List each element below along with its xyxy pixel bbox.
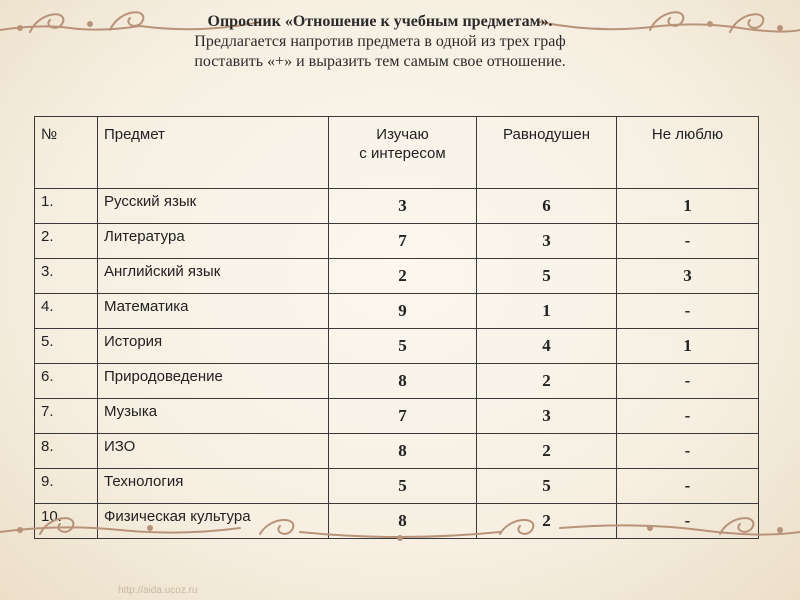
row-dislike-count: - [617, 224, 759, 259]
row-number: 7. [35, 399, 98, 434]
row-indifferent-count: 3 [477, 399, 617, 434]
row-dislike-count: 3 [617, 259, 759, 294]
column-header-dislike: Не люблю [617, 117, 759, 189]
row-subject: ИЗО [98, 434, 329, 469]
row-interest-count: 2 [329, 259, 477, 294]
table-row [35, 189, 759, 224]
bottom-ornament-border [0, 512, 800, 552]
row-interest-count: 8 [329, 504, 477, 539]
row-interest-count: 7 [329, 399, 477, 434]
row-dislike-count: 1 [617, 329, 759, 364]
row-dislike-count: - [617, 504, 759, 539]
row-subject: Технология [98, 469, 329, 504]
column-header-indifferent: Равнодушен [477, 117, 617, 189]
row-interest-count: 5 [329, 469, 477, 504]
row-dislike-count: - [617, 469, 759, 504]
row-interest-count: 8 [329, 434, 477, 469]
table-row [35, 329, 759, 364]
table-row [35, 259, 759, 294]
column-header-interest: Изучаю с интересом [329, 117, 477, 189]
row-number: 2. [35, 224, 98, 259]
row-indifferent-count: 1 [477, 294, 617, 329]
instruction-line-1: Предлагается напротив предмета в одной из трех граф [194, 33, 566, 50]
row-dislike-count: - [617, 399, 759, 434]
row-indifferent-count: 2 [477, 364, 617, 399]
row-indifferent-count: 5 [477, 469, 617, 504]
row-subject: Математика [98, 294, 329, 329]
page-title: Опросник «Отношение к учебным предметам». [207, 13, 553, 30]
table-row [35, 294, 759, 329]
row-interest-count: 8 [329, 364, 477, 399]
row-indifferent-count: 2 [477, 434, 617, 469]
row-subject: Английский язык [98, 259, 329, 294]
row-indifferent-count: 6 [477, 189, 617, 224]
row-number: 10. [35, 504, 98, 539]
row-number: 6. [35, 364, 98, 399]
row-number: 1. [35, 189, 98, 224]
row-number: 9. [35, 469, 98, 504]
table-header-row [35, 117, 759, 189]
column-header-number: № [35, 117, 98, 189]
row-subject: Русский язык [98, 189, 329, 224]
row-dislike-count: 1 [617, 189, 759, 224]
row-subject: Природоведение [98, 364, 329, 399]
row-subject: Физическая культура [98, 504, 329, 539]
table-row [35, 364, 759, 399]
row-dislike-count: - [617, 294, 759, 329]
row-subject: Литература [98, 224, 329, 259]
table-row [35, 469, 759, 504]
table-row [35, 399, 759, 434]
instruction-line-2: поставить «+» и выразить тем самым свое отношение. [194, 53, 566, 70]
row-indifferent-count: 3 [477, 224, 617, 259]
row-interest-count: 9 [329, 294, 477, 329]
table-row [35, 224, 759, 259]
column-header-subject: Предмет [98, 117, 329, 189]
row-number: 5. [35, 329, 98, 364]
row-interest-count: 3 [329, 189, 477, 224]
page-header [100, 12, 660, 72]
row-dislike-count: - [617, 434, 759, 469]
row-indifferent-count: 5 [477, 259, 617, 294]
row-subject: История [98, 329, 329, 364]
row-dislike-count: - [617, 364, 759, 399]
row-indifferent-count: 2 [477, 504, 617, 539]
table-row [35, 434, 759, 469]
row-number: 8. [35, 434, 98, 469]
row-interest-count: 5 [329, 329, 477, 364]
footer-url: http://aida.ucoz.ru [118, 585, 198, 596]
row-number: 3. [35, 259, 98, 294]
row-number: 4. [35, 294, 98, 329]
row-indifferent-count: 4 [477, 329, 617, 364]
row-subject: Музыка [98, 399, 329, 434]
survey-table [34, 116, 759, 539]
row-interest-count: 7 [329, 224, 477, 259]
